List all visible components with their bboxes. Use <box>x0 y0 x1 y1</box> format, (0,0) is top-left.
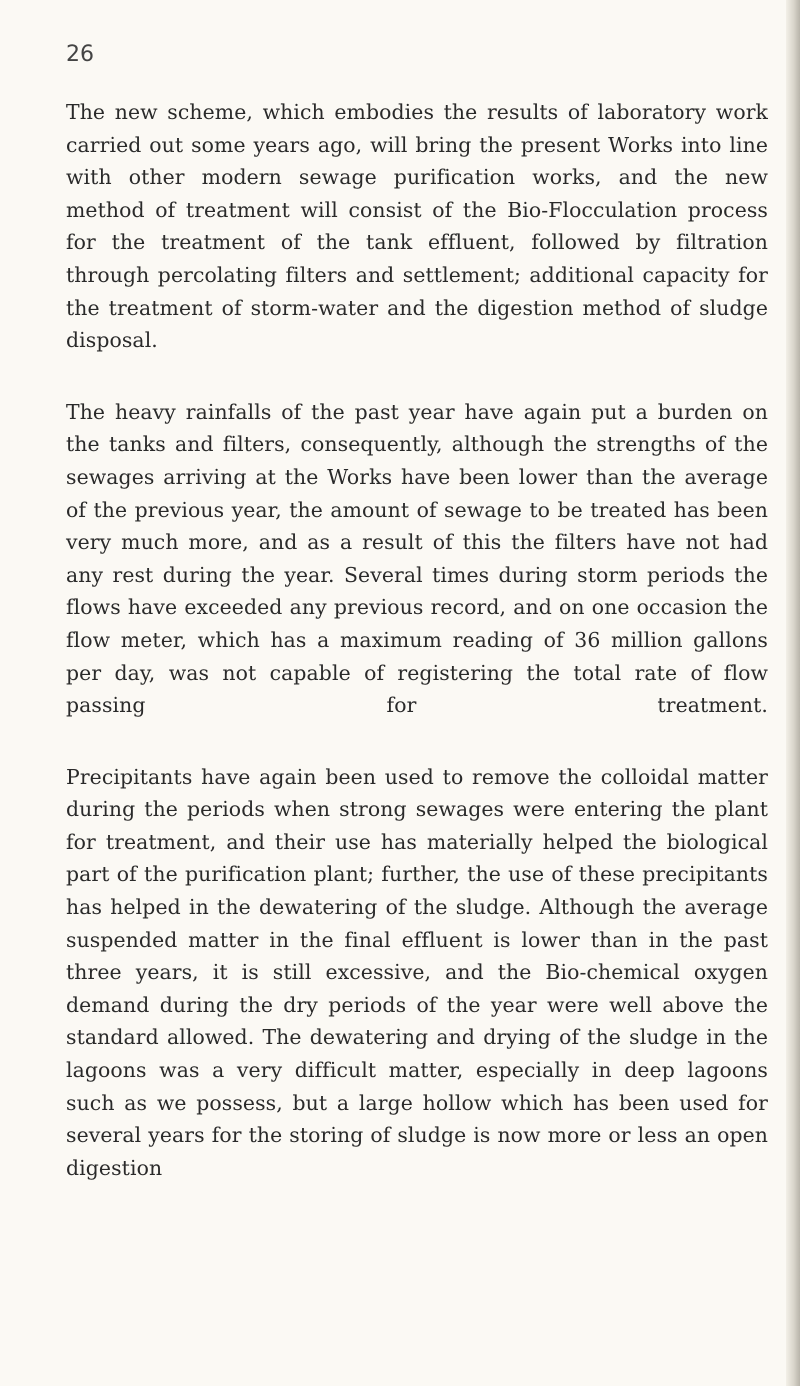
paragraph-precipitants: Precipitants have again been used to remove the colloidal matter during the periods when strong sewages were entering the plant for treatment, and their use has materially helped the biological part of the purification plant; further, the use of these precipitants has helped in the dewatering of the sludge. Although the average suspended matter in the final effluent is lower than in the past three years, it is still excessive, and the Bio-chemical oxygen demand during the dry periods of the year were well above the standard allowed. The dewatering and drying of the sludge in the lagoons was a very difficult matter, especially in deep lagoons such as we possess, but a large hollow which has been used for several years for the storing of sludge is now more or less an open digestion <box>66 764 768 1180</box>
paragraph-heavy-rainfalls: The heavy rainfalls of the past year have again put a burden on the tanks and filters, consequently, although the strengths of the sewages arriving at the Works have been lower than the average of the previous year, the amount of sewage to be treated has been very much more, and as a result of this the filters have not had any rest during the year. Several times during storm periods the flows have exceeded any previous record, and on one occasion the flow meter, which has a maximum reading of 36 million gallons per day, was not capable of registering the total rate of flow passing for treatment. <box>66 399 768 718</box>
page-edge-shadow <box>786 0 800 1386</box>
body-text <box>66 96 768 1223</box>
page-number: 26 <box>66 42 94 67</box>
paragraph-new-scheme: The new scheme, which embodies the results of laboratory work carried out some years ago, will bring the present Works into line with other modern sewage purification works, and the new method of treatment will consist of the Bio-Flocculation process for the treatment of the tank effluent, followed by filtration through percolating filters and settlement; additional capacity for the treatment of storm-water and the digestion method of sludge disposal. <box>66 100 768 353</box>
